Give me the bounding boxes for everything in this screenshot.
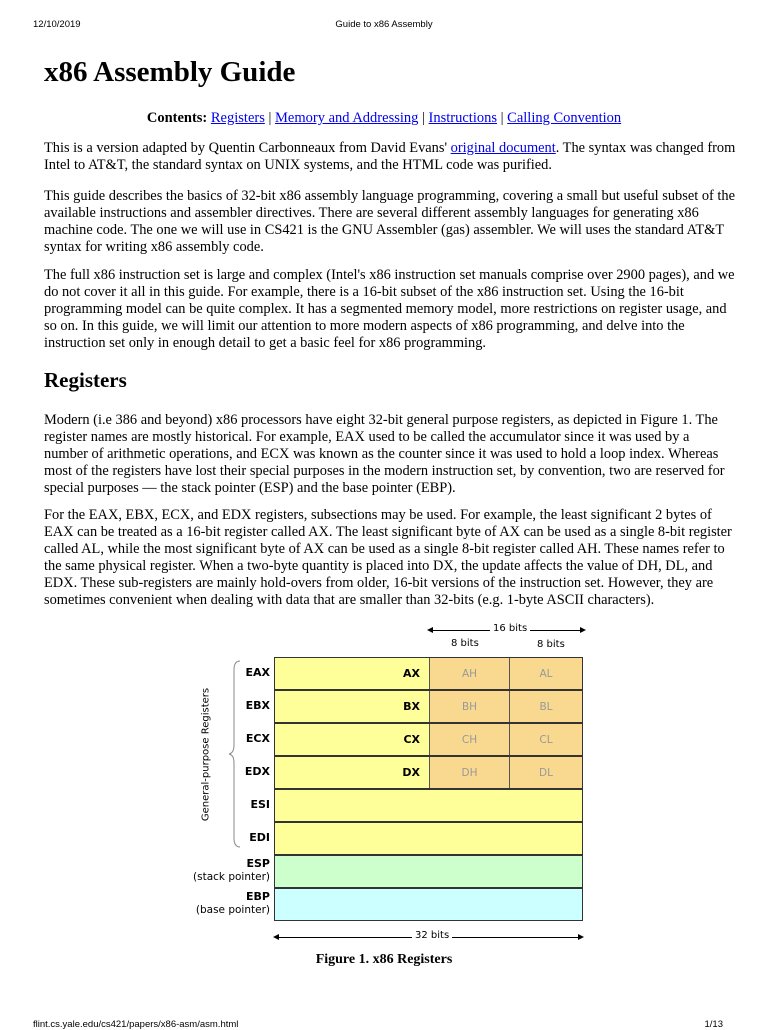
sub-register-label: AX bbox=[403, 667, 420, 680]
label-8-bits-high: 8 bits bbox=[448, 638, 482, 649]
register-label bbox=[170, 666, 270, 680]
register-label bbox=[170, 831, 270, 845]
registers-figure bbox=[180, 615, 600, 955]
intro-text: This is a version adapted by Quentin Carbonneaux from David Evans' bbox=[44, 140, 451, 156]
link-registers[interactable]: Registers bbox=[210, 110, 265, 126]
contents-label: Contents: bbox=[146, 110, 208, 126]
paragraph: The full x86 instruction set is large and complex (Intel's x86 instruction set manuals comprise over 2900 pages), and we do not cover it all in this guide. For example, there is a 16-bit subset of the x86 instruction set. Using the 16-bit programming model can be quite complex. It has a segmented memory model, more restrictions on register usage, and so on. In this guide, we will limit our attention to more modern aspects of x86 programming, and delve into the instruction set only in enough detail to get a basic feel for x86 programming. bbox=[44, 267, 735, 351]
register-name: EBX bbox=[245, 699, 270, 712]
register-row-ecx bbox=[274, 723, 583, 756]
byte-register-hi: AH bbox=[429, 658, 509, 689]
print-title: Guide to x86 Assembly bbox=[335, 19, 433, 30]
byte-register-lo: AL bbox=[509, 658, 582, 689]
contents-nav bbox=[0, 110, 768, 127]
register-name: EDI bbox=[249, 831, 270, 844]
page-title: x86 Assembly Guide bbox=[44, 56, 296, 88]
figure-caption: Figure 1. x86 Registers bbox=[315, 952, 453, 967]
paragraph: This guide describes the basics of 32-bit x86 assembly language programming, covering a small but useful subset of the available instructions and assembler directives. There are several different assembly languages for generating x86 machine code. The one we will use in CS421 is the GNU Assembler (gas) assembler. We will uses the standard AT&T syntax for writing x86 assembly code. bbox=[44, 188, 735, 255]
register-label bbox=[170, 798, 270, 812]
page-number: 1/13 bbox=[704, 1019, 723, 1030]
register-note: (base pointer) bbox=[195, 904, 270, 916]
link-instructions[interactable]: Instructions bbox=[428, 110, 498, 126]
register-label bbox=[170, 732, 270, 746]
brace-icon bbox=[228, 660, 242, 848]
register-note: (stack pointer) bbox=[193, 871, 270, 883]
section-heading-registers: Registers bbox=[44, 368, 127, 392]
register-row-edi bbox=[274, 822, 583, 855]
register-label bbox=[170, 699, 270, 713]
paragraph: For the EAX, EBX, ECX, and EDX registers, subsections may be used. For example, the least significant 2 bytes of EAX can be treated as a 16-bit register called AX. The least significant byte of AX can be used as a single 8-bit register called AL, while the most significant byte of AX can be used as a single 8-bit register called AH. These names refer to the same physical register. When a two-byte quantity is placed into DX, the update affects the value of DH, DL, and EDX. These sub-registers are mainly hold-overs from older, 16-bit versions of the instruction set. However, they are sometimes convenient when dealing with data that are smaller than 32-bits (e.g. 1-byte ASCII characters). bbox=[44, 507, 732, 608]
sub-register-label: DX bbox=[402, 766, 420, 779]
sub-register-label: BX bbox=[403, 700, 420, 713]
register-row-edx bbox=[274, 756, 583, 789]
register-label bbox=[170, 890, 270, 917]
label-16-bits: 16 bits bbox=[490, 623, 530, 634]
register-label bbox=[170, 765, 270, 779]
register-row-ebx bbox=[274, 690, 583, 723]
print-date: 12/10/2019 bbox=[33, 19, 81, 30]
byte-register-lo: BL bbox=[509, 691, 582, 722]
link-original-document[interactable]: original document bbox=[450, 140, 556, 156]
label-32-bits: 32 bits bbox=[412, 930, 452, 941]
byte-register-hi: CH bbox=[429, 724, 509, 755]
separator: | bbox=[422, 110, 425, 126]
byte-register-lo: DL bbox=[509, 757, 582, 788]
register-row-esi bbox=[274, 789, 583, 822]
paragraph: Modern (i.e 386 and beyond) x86 processors have eight 32-bit general purpose registers, as depicted in Figure 1. The register names are mostly historical. For example, EAX used to be called the accumulator since it was used by a number of arithmetic operations, and ECX was known as the counter since it was used to hold a loop index. Whereas most of the registers have lost their special purposes in the modern instruction set, by convention, two are reserved for special purposes — the stack pointer (ESP) and the base pointer (EBP). bbox=[44, 412, 725, 496]
register-row-esp bbox=[274, 855, 583, 888]
link-calling-convention[interactable]: Calling Convention bbox=[507, 110, 622, 126]
label-8-bits-low: 8 bits bbox=[534, 639, 568, 650]
link-memory-addressing[interactable]: Memory and Addressing bbox=[275, 110, 419, 126]
register-name: ESP bbox=[246, 857, 270, 870]
byte-register-hi: DH bbox=[429, 757, 509, 788]
intro-text-end: . The syntax was changed from Intel to AT&T, the standard syntax on UNIX systems, and the HTML code was purified. bbox=[44, 140, 736, 173]
register-name: ESI bbox=[250, 798, 270, 811]
register-label bbox=[170, 857, 270, 884]
byte-register-hi: BH bbox=[429, 691, 509, 722]
register-name: EAX bbox=[245, 666, 270, 679]
register-row-eax bbox=[274, 657, 583, 690]
footer-url: flint.cs.yale.edu/cs421/papers/x86-asm/asm.html bbox=[33, 1019, 239, 1030]
register-name: EDX bbox=[244, 765, 270, 778]
group-label: General-purpose Registers bbox=[200, 687, 212, 822]
byte-register-lo: CL bbox=[509, 724, 582, 755]
separator: | bbox=[268, 110, 272, 126]
register-name: EBP bbox=[246, 890, 270, 903]
register-name: ECX bbox=[245, 732, 270, 745]
sub-register-label: CX bbox=[403, 733, 420, 746]
intro-paragraph bbox=[44, 140, 736, 174]
register-row-ebp bbox=[274, 888, 583, 921]
separator: | bbox=[500, 110, 504, 126]
